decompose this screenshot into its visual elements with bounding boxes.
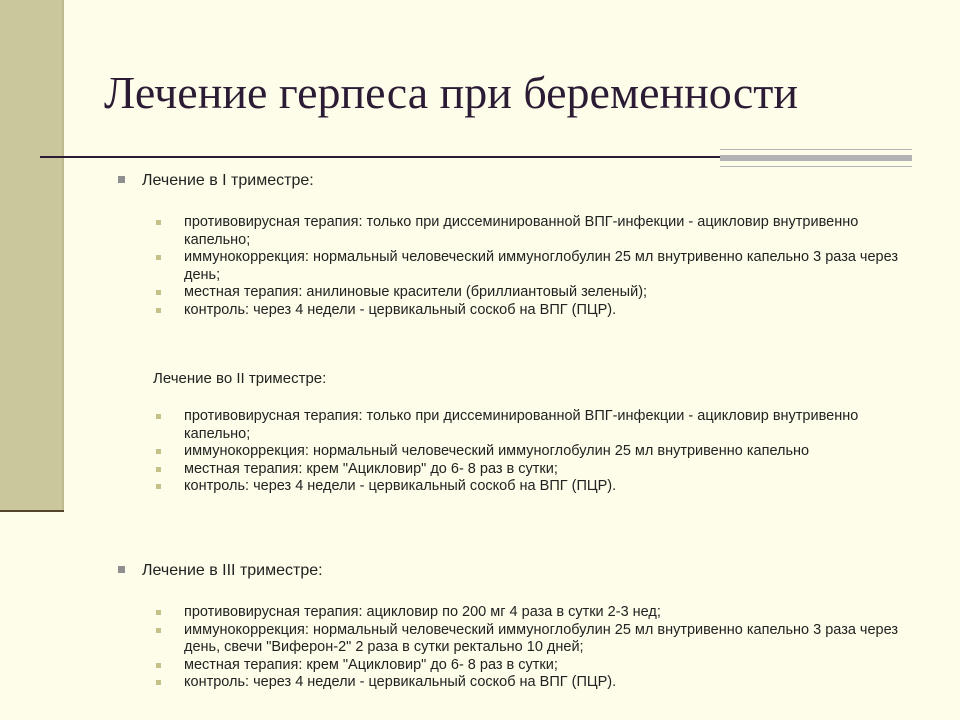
side-decor-rule (62, 0, 64, 512)
list-item: иммунокоррекция: нормальный человеческий иммуноглобулин 25 мл внутривенно капельно (184, 443, 904, 461)
treatment-list-trimester-3 (184, 604, 904, 692)
square-bullet-icon (156, 220, 161, 225)
square-bullet-icon (156, 449, 161, 454)
list-item: иммунокоррекция: нормальный человеческий иммуноглобулин 25 мл внутривенно капельно 3 раза через день, свечи "Виферон-2" 2 раза в сутки ректально 10 дней; (184, 622, 904, 657)
treatment-list-trimester-1 (184, 214, 904, 319)
section-heading-trimester-1 (142, 172, 314, 190)
square-bullet-icon (156, 610, 161, 615)
list-item: противовирусная терапия: ацикловир по 200 мг 4 раза в сутки 2-3 нед; (184, 604, 904, 622)
section-heading-trimester-3 (142, 562, 323, 580)
list-item: контроль: через 4 недели - цервикальный соскоб на ВПГ (ПЦР). (184, 302, 904, 320)
list-item: противовирусная терапия: только при диссеминированной ВПГ-инфекции - ацикловир внутривенно капельно; (184, 408, 904, 443)
slide-title: Лечение герпеса при беременности (104, 67, 799, 118)
square-bullet-icon (156, 255, 161, 260)
square-bullet-icon (156, 628, 161, 633)
list-item: контроль: через 4 недели - цервикальный соскоб на ВПГ (ПЦР). (184, 674, 904, 692)
list-item: местная терапия: крем "Ацикловир" до 6- 8 раз в сутки; (184, 657, 904, 675)
list-item: контроль: через 4 недели - цервикальный соскоб на ВПГ (ПЦР). (184, 478, 904, 496)
square-bullet-icon (118, 176, 125, 183)
square-bullet-icon (156, 663, 161, 668)
section-heading-trimester-2 (153, 370, 326, 387)
section-heading-text: Лечение в III триместре: (142, 562, 323, 579)
list-item: местная терапия: крем "Ацикловир" до 6- 8 раз в сутки; (184, 461, 904, 479)
square-bullet-icon (156, 308, 161, 313)
list-item: местная терапия: анилиновые красители (бриллиантовый зеленый); (184, 284, 904, 302)
list-item: иммунокоррекция: нормальный человеческий иммуноглобулин 25 мл внутривенно капельно 3 раза через день; (184, 249, 904, 284)
square-bullet-icon (118, 566, 125, 573)
section-heading-text: Лечение во II триместре: (153, 370, 327, 387)
list-item: противовирусная терапия: только при диссеминированной ВПГ-инфекции - ацикловир внутривенно капельно; (184, 214, 904, 249)
square-bullet-icon (156, 680, 161, 685)
square-bullet-icon (156, 467, 161, 472)
section-heading-text: Лечение в I триместре: (142, 172, 314, 189)
side-decor-underline (0, 510, 64, 512)
side-decor-band (0, 0, 62, 512)
title-accent-bar (720, 149, 912, 167)
square-bullet-icon (156, 290, 161, 295)
square-bullet-icon (156, 484, 161, 489)
square-bullet-icon (156, 414, 161, 419)
treatment-list-trimester-2 (184, 408, 904, 496)
